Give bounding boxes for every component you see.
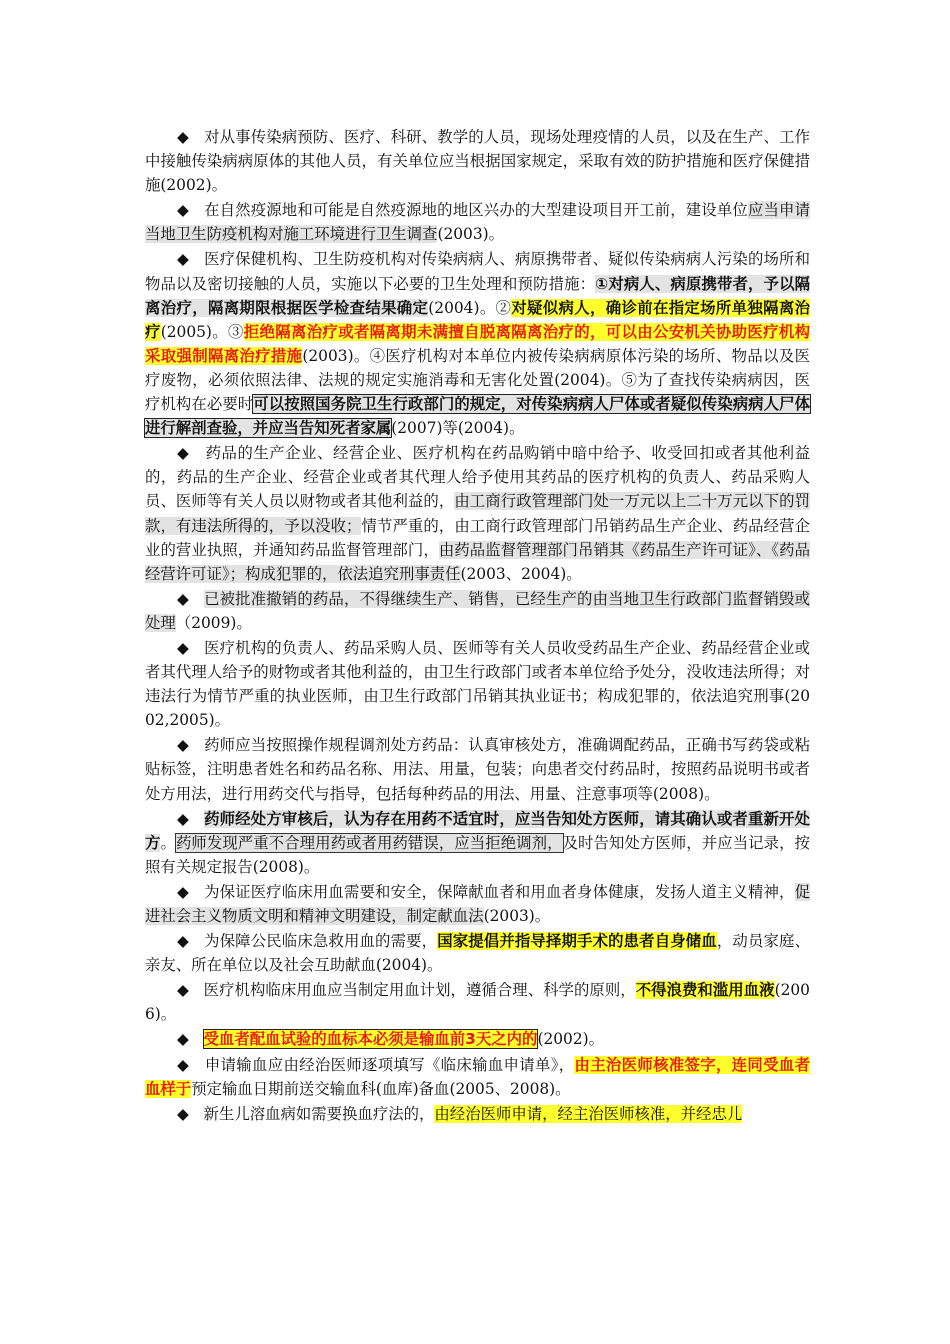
paragraph-text: (2003)。④医疗机构对本单位内被传染病病原体污染的场所、物品以及医疗废物，必须依照法律、法规的规定实施消毒和无害化处置(2004)。⑤为了查找传染病病因，医疗机构在必要时 (145, 346, 810, 414)
shaded-text: 应当申请当地卫生防疫机构对施工环境进行卫生调查 (145, 201, 810, 244)
document-body (145, 125, 810, 1126)
bullet-icon: ◆ (177, 809, 189, 828)
paragraph-text: 医疗机构的负责人、药品采购人员、医师等有关人员收受药品生产企业、药品经营企业或者其代理人给予的财物或者其他利益的，由卫生行政部门或者本单位给予处分，没收违法所得；对违法行为情节严重的执业医师，由卫生行政部门吊销其执业证书；构成犯罪的，依法追究刑事(2002,2005)。 (145, 638, 810, 730)
paragraph-text: 在自然疫源地和可能是自然疫源地的地区兴办的大型建设项目开工前，建设单位 (204, 201, 748, 220)
bullet-icon: ◆ (177, 981, 189, 1000)
paragraph-text: 情节严重的，由工商行政管理部门吊销药品生产企业、药品经营企业的营业执照，并通知药品监督管理部门， (145, 516, 810, 559)
paragraph-2 (145, 198, 810, 246)
paragraph-text: (2006)。 (145, 981, 810, 1024)
paragraph-text: ，动员家庭、亲友、所在单位以及社会互助献血(2004)。 (145, 932, 810, 975)
red-highlighted-text: 拒绝隔离治疗或者隔离期未满擅自脱离隔离治疗的，可以由公安机关协助医疗机构采取强制隔离治疗措施 (145, 322, 810, 365)
paragraph-text: （2009)。 (175, 613, 252, 632)
paragraph-6 (145, 636, 810, 732)
paragraph-text: 医疗机构临床用血应当制定用血计划，遵循合理、科学的原则， (203, 981, 636, 1000)
paragraph-3 (145, 247, 810, 440)
paragraph-1 (145, 125, 810, 197)
shaded-text: 由工商行政管理部门处一万元以上二十万元以下的罚款，有违法所得的，予以没收； (145, 492, 810, 535)
paragraph-text: (2004)。② (428, 298, 512, 317)
highlighted-text: 国家提倡并指导择期手术的患者自身储血 (437, 932, 717, 951)
paragraph-text: 及时告知处方医师，并应当记录，按照有关规定报告(2008)。 (145, 833, 810, 876)
paragraph-text: 药品的生产企业、经营企业、医疗机构在药品购销中暗中给予、收受回扣或者其他利益的，药品的生产企业、经营企业或者其代理人给予使用其药品的医疗机构的负责人、药品采购人员、医师等有关人员以财物或者其他利益的， (145, 444, 810, 511)
paragraph-9 (145, 880, 810, 928)
paragraph-text: (2003、2004)。 (460, 564, 582, 583)
paragraph-text: 为保证医疗临床用血需要和安全，保障献血者和用血者身体健康，发扬人道主义精神， (204, 882, 795, 901)
bullet-icon: ◆ (177, 444, 190, 463)
paragraph-text: (2007)等(2004)。 (391, 419, 525, 438)
bold-shaded-text: 药师经处方审核后，认为存在用药不适宜时，应当告知处方医师，请其确认或者重新开处方 (145, 809, 810, 852)
boxed-red-highlighted-text: 受血者配血试验的血标本必须是输血前3天之内的 (203, 1030, 538, 1049)
paragraph-text: (2003)。 (437, 225, 505, 244)
paragraph-text: 对从事传染病预防、医疗、科研、教学的人员，现场处理疫情的人员，以及在生产、工作中接触传染病病原体的其他人员，有关单位应当根据国家规定，采取有效的防护措施和医疗保健措施(2002)。 (145, 128, 810, 195)
paragraph-4 (145, 441, 810, 586)
shaded-text: 促进社会主义物质文明和精神文明建设，制定献血法 (145, 882, 810, 925)
bullet-icon: ◆ (177, 932, 189, 951)
boxed-bold-text: 可以按照国务院卫生行政部门的规定，对传染病病人尸体或者疑似传染病病人尸体进行解剖查验，并应当告知死者家属 (145, 395, 810, 438)
red-highlighted-text: 由主治医师核准签字，连同受血者血样于 (145, 1055, 810, 1098)
paragraph-14 (145, 1102, 810, 1126)
paragraph-10 (145, 929, 810, 977)
paragraph-5 (145, 587, 810, 635)
bullet-icon: ◆ (177, 128, 189, 146)
highlighted-text: 对疑似病人，确诊前在指定场所单独隔离治疗 (145, 298, 810, 341)
shaded-text: 由药品监督管理部门吊销其《药品生产许可证》、《药品经营许可证》；构成犯罪的，依法追究刑事责任 (145, 540, 810, 583)
paragraph-text: (2002)。 (537, 1030, 605, 1049)
paragraph-13 (145, 1053, 810, 1101)
highlighted-text: 不得浪费和滥用血液 (635, 981, 775, 1000)
paragraph-text: 新生儿溶血病如需要换血疗法的， (203, 1104, 435, 1123)
bullet-icon: ◆ (177, 589, 189, 608)
paragraph-text: 药师应当按照操作规程调剂处方药品：认真审核处方，准确调配药品，正确书写药袋或粘贴标签，注明患者姓名和药品名称、用法、用量，包装；向患者交付药品时，按照药品说明书或者处方用法，进行用药交代与指导，包括每种药品的用法、用量、注意事项等(2008)。 (145, 736, 810, 803)
bullet-icon: ◆ (177, 736, 189, 755)
paragraph-7 (145, 733, 810, 805)
bold-shaded-text: ①对病人、病原携带者，予以隔离治疗，隔离期限根据医学检查结果确定 (145, 274, 810, 317)
paragraph-text: 为保障公民临床急救用血的需要， (204, 932, 438, 951)
bullet-icon: ◆ (177, 250, 189, 269)
paragraph-text: (2005)。③ (160, 322, 244, 341)
paragraph-text: 申请输血应由经治医师逐项填写《临床输血申请单》， (204, 1055, 575, 1074)
bullet-icon: ◆ (177, 1055, 190, 1074)
bullet-icon: ◆ (177, 638, 189, 657)
paragraph-12 (145, 1027, 810, 1051)
paragraph-8 (145, 807, 810, 879)
paragraph-11 (145, 978, 810, 1026)
bullet-icon: ◆ (177, 201, 189, 220)
paragraph-text: (2003)。 (483, 907, 551, 925)
paragraph-text: 医疗保健机构、卫生防疫机构对传染病病人、病原携带者、疑似传染病病人污染的场所和物品以及密切接触的人员，实施以下必要的卫生处理和预防措施： (145, 250, 810, 293)
bullet-icon: ◆ (177, 882, 189, 901)
boxed-text: 药师发现严重不合理用药或者用药错误，应当拒绝调剂， (175, 833, 563, 852)
highlighted-text: 由经治医师申请，经主治医师核准，并经忠儿 (434, 1104, 743, 1123)
bullet-icon: ◆ (177, 1030, 189, 1049)
bullet-icon: ◆ (177, 1104, 189, 1123)
paragraph-text: 。 (160, 833, 176, 852)
shaded-text: 已被批准撤销的药品，不得继续生产、销售，已经生产的由当地卫生行政部门监督销毁或处理 (145, 589, 810, 632)
paragraph-text: 预定输血日期前送交输血科(血库)备血(2005、2008)。 (191, 1079, 571, 1098)
